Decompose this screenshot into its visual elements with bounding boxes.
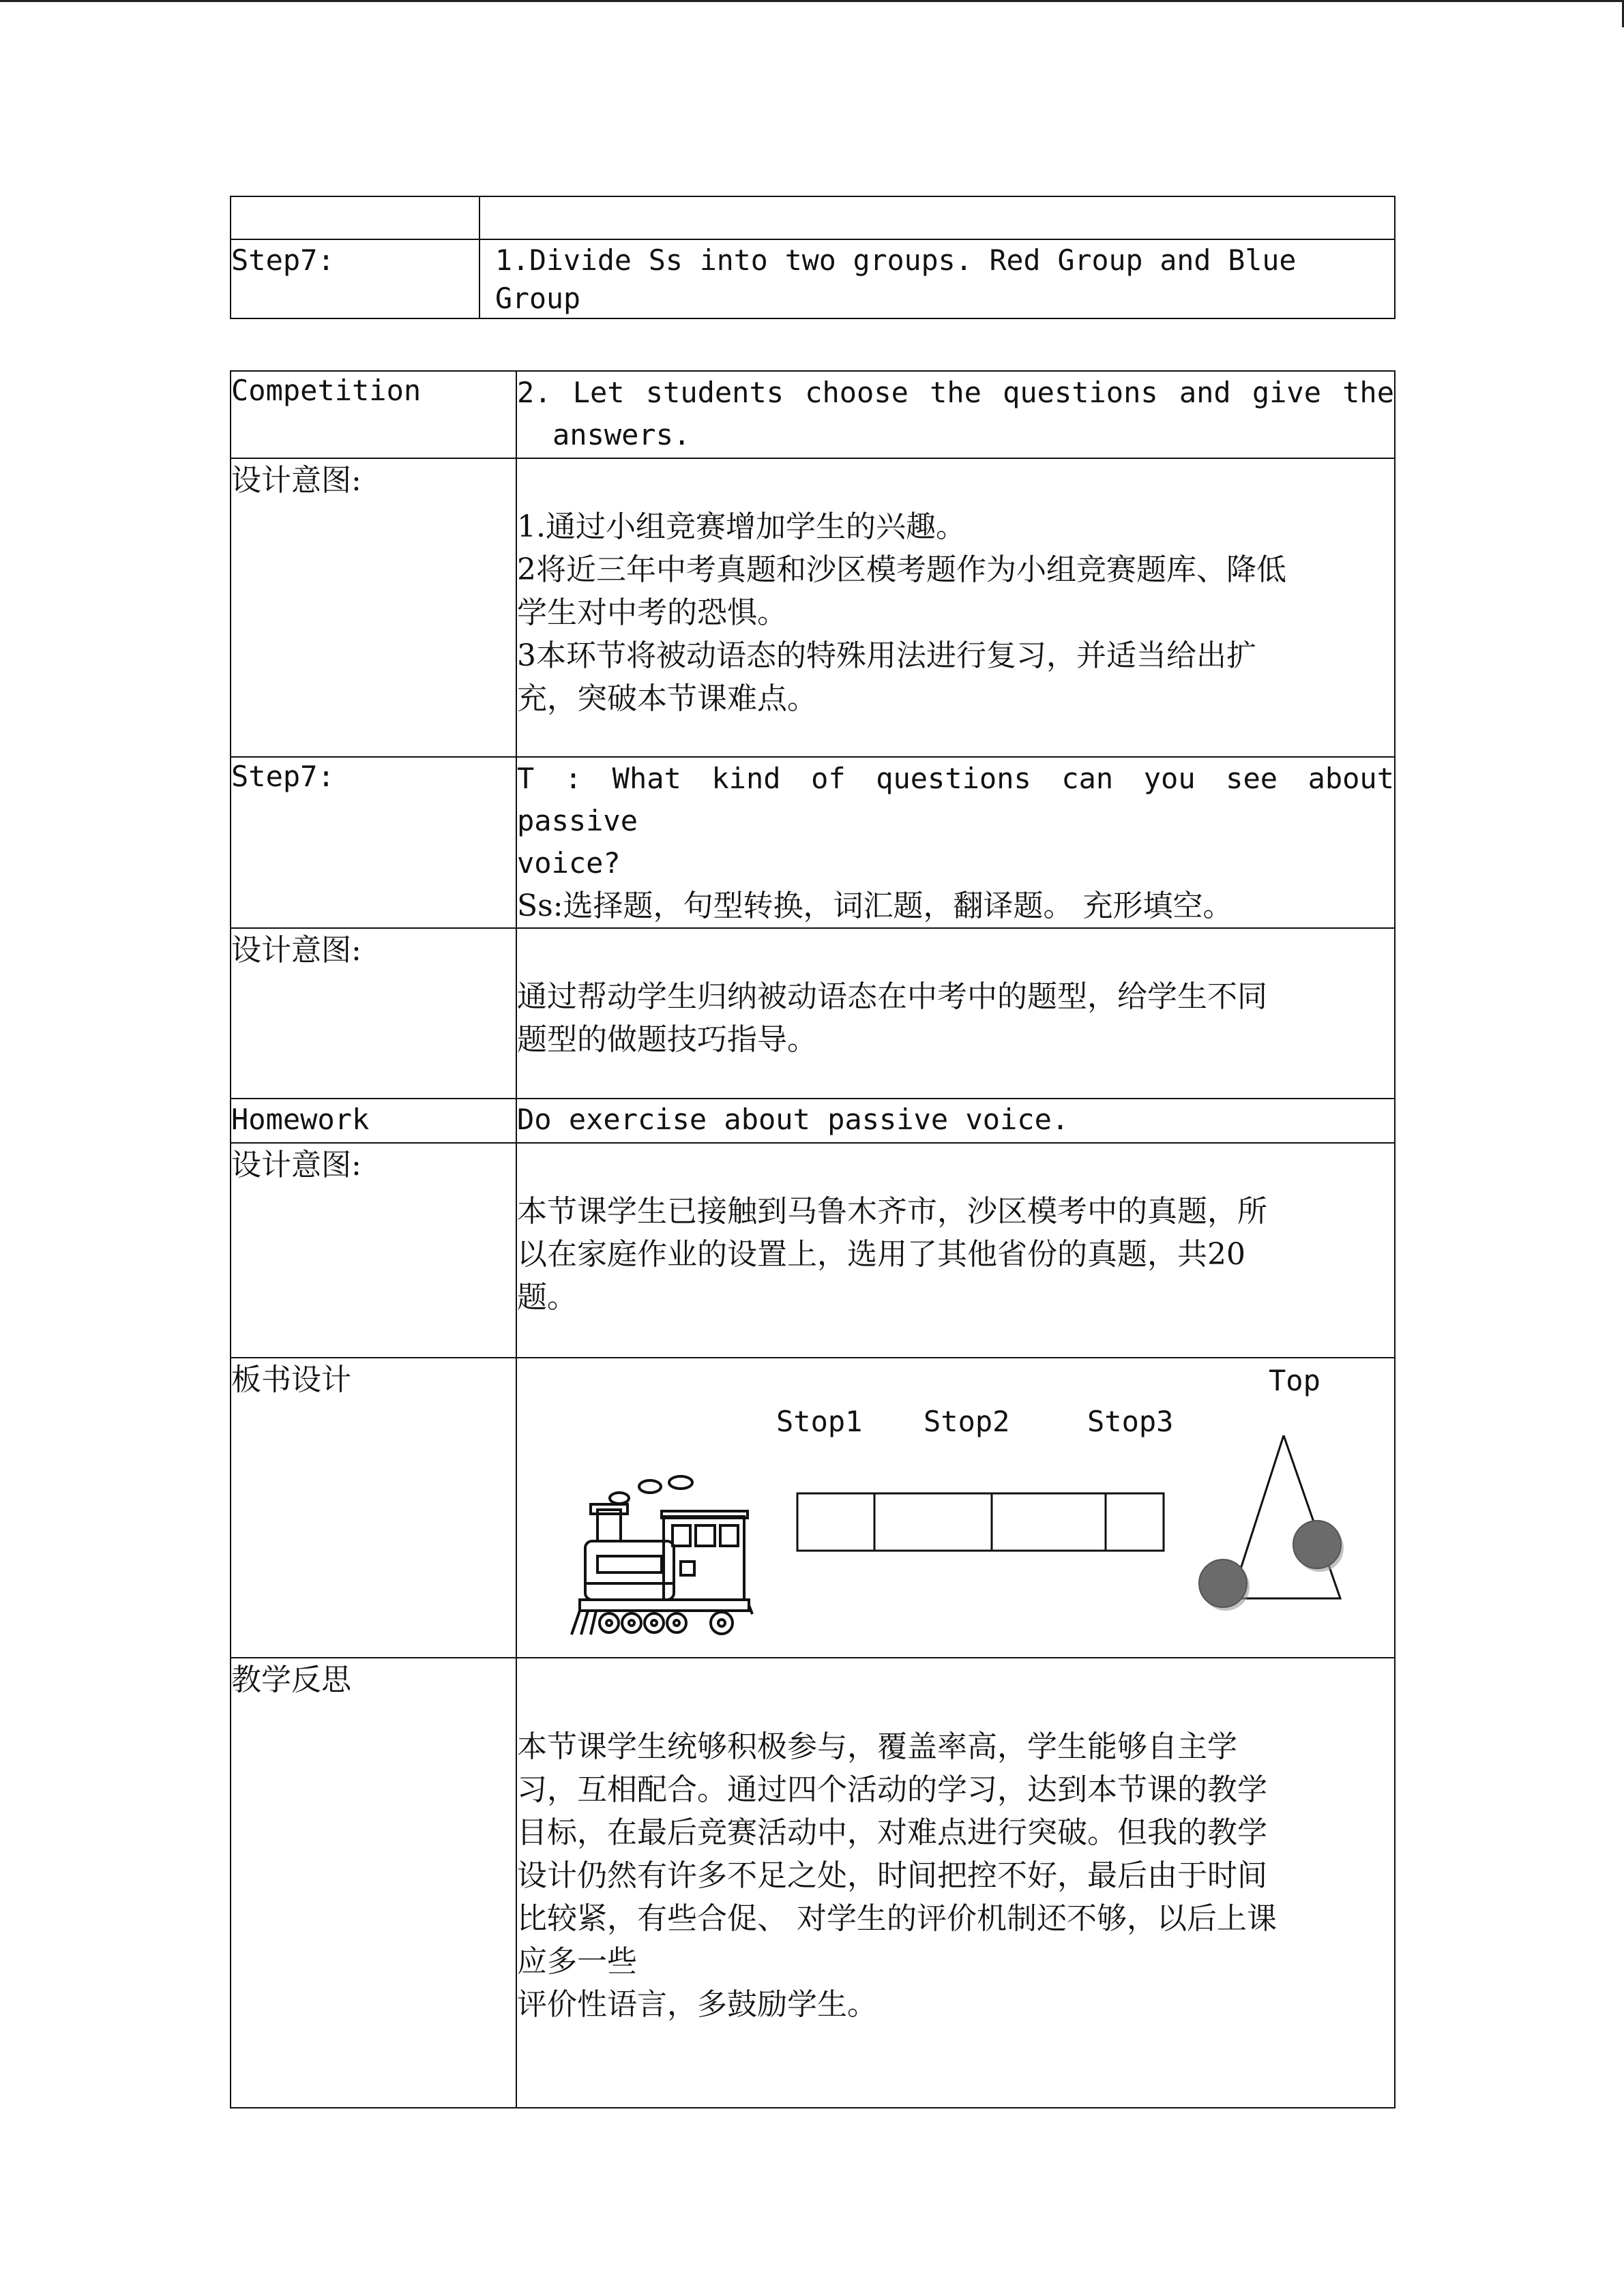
table-row <box>231 239 1395 318</box>
table-row <box>231 458 1395 757</box>
reflection-line: 习，互相配合。通过四个活动的学习，达到本节课的教学 <box>517 1772 1267 1807</box>
table-row <box>231 1143 1395 1358</box>
reflection-line: 设计仍然有许多不足之处，时间把控不好，最后由于时间 <box>517 1858 1267 1893</box>
reflection-line: 本节课学生统够积极参与，覆盖率高，学生能够自主学 <box>517 1729 1237 1764</box>
table-row <box>231 928 1395 1099</box>
homework-label: Homework <box>231 1099 516 1143</box>
competition-line-2: answers. <box>552 418 691 451</box>
design-intent-label: 设计意图: <box>231 458 516 757</box>
step7-qa-content <box>516 757 1395 928</box>
competition-content <box>516 371 1395 458</box>
mountain-icon <box>1199 1435 1344 1611</box>
intent1-line: 1.通过小组竞赛增加学生的兴趣。 <box>517 509 966 544</box>
board-drawing <box>517 1358 1396 1656</box>
board-diagram <box>517 1358 1394 1656</box>
empty-content-cell <box>479 196 1395 239</box>
teaching-reflection-label: 教学反思 <box>231 1658 516 2108</box>
intent1-line: 2将近三年中考真题和沙区模考题作为小组竞赛题库、降低 <box>517 552 1286 587</box>
intent3-line: 以在家庭作业的设置上，选用了其他省份的真题，共20 <box>517 1237 1245 1272</box>
table-row <box>231 757 1395 928</box>
step7-label-2: Step7: <box>231 757 516 928</box>
step7-line-3: Ss:选择题，句型转换，词汇题，翻译题。 充形填空。 <box>517 889 1233 923</box>
stop1-label: Stop1 <box>776 1405 863 1438</box>
competition-label: Competition <box>231 371 516 458</box>
table-row <box>231 1099 1395 1143</box>
reflection-line: 目标，在最后竞赛活动中，对难点进行突破。但我的教学 <box>517 1815 1267 1850</box>
step7-label: Step7: <box>231 239 479 318</box>
lesson-table-main <box>230 370 1396 2108</box>
step7-line-1: T : What kind of questions can you see about passive <box>517 762 1394 837</box>
design-intent-content <box>516 458 1395 757</box>
empty-label-cell <box>231 196 479 239</box>
reflection-line: 比较紧，有些合促、 对学生的评价机制还不够，以后上课 <box>517 1901 1277 1936</box>
homework-content: Do exercise about passive voice. <box>516 1099 1395 1143</box>
teaching-reflection-content <box>516 1658 1395 2108</box>
competition-line-1: 2. Let students choose the questions and give the <box>517 376 1394 409</box>
stop3-label: Stop3 <box>1087 1405 1174 1438</box>
design-intent-label: 设计意图: <box>231 928 516 1099</box>
intent1-line: 学生对中考的恐惧。 <box>517 595 787 630</box>
table-row <box>231 371 1395 458</box>
reflection-line: 应多一些 <box>517 1944 637 1979</box>
stops-track <box>797 1493 1164 1551</box>
step7-groups-text: 1.Divide Ss into two groups. Red Group and Blue Group <box>479 239 1395 318</box>
intent3-line: 题。 <box>517 1280 577 1315</box>
stop2-label: Stop2 <box>924 1405 1010 1438</box>
lesson-table-top <box>230 196 1396 319</box>
board-design-label: 板书设计 <box>231 1358 516 1658</box>
step7-line-2: voice? <box>517 846 621 880</box>
top-label: Top <box>1269 1364 1320 1397</box>
table-row <box>231 196 1395 239</box>
intent1-line: 充，突破本节课难点。 <box>517 681 817 716</box>
reflection-line: 评价性语言，多鼓励学生。 <box>517 1987 877 2022</box>
design-intent-content <box>516 928 1395 1099</box>
board-design-cell <box>516 1358 1395 1658</box>
table-row <box>231 1658 1395 2108</box>
design-intent-label: 设计意图: <box>231 1143 516 1358</box>
intent2-line: 题型的做题技巧指导。 <box>517 1022 817 1057</box>
train-icon <box>572 1476 752 1635</box>
intent3-line: 本节课学生已接触到马鲁木齐市，沙区模考中的真题，所 <box>517 1194 1267 1229</box>
page-top-border <box>0 0 1624 2</box>
design-intent-content <box>516 1143 1395 1358</box>
intent2-line: 通过帮动学生归纳被动语态在中考中的题型，给学生不同 <box>517 979 1267 1014</box>
intent1-line: 3本环节将被动语态的特殊用法进行复习，并适当给出扩 <box>517 638 1256 673</box>
table-row <box>231 1358 1395 1658</box>
